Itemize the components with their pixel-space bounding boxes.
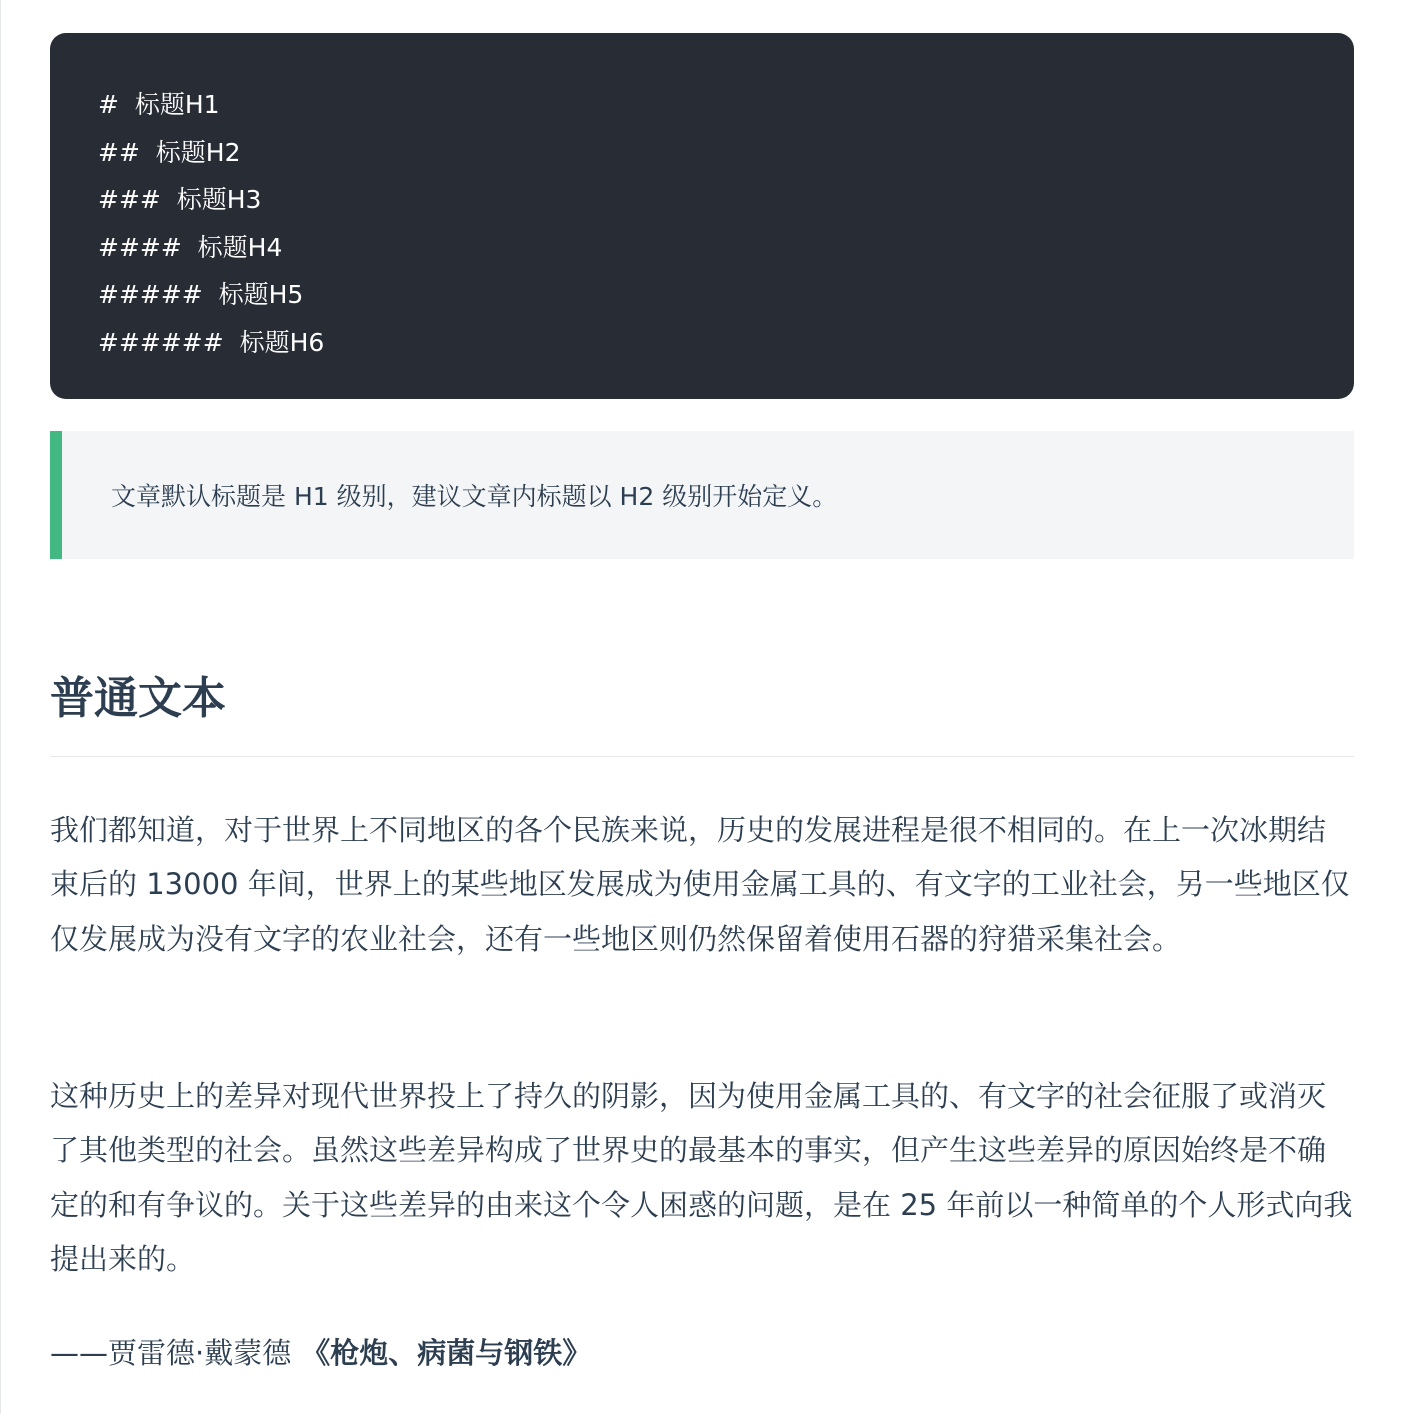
code-block — [50, 33, 1354, 399]
section-heading: 普通文本 — [50, 673, 226, 724]
citation-author: ——贾雷德·戴蒙德 — [50, 1336, 292, 1370]
tip-callout — [50, 431, 1354, 559]
paragraph: 我们都知道，对于世界上不同地区的各个民族来说，历史的发展进程是很不相同的。在上一次冰期结束后的 13000 年间，世界上的某些地区发展成为使用金属工具的、有文字的工业社会，另一些地区仅仅发展成为没有文字的农业社会，还有一些地区则仍然保留着使用石器的狩猎采集社会。 — [50, 813, 1350, 956]
code-line: #### 标题H4 — [98, 232, 283, 262]
heading-divider — [50, 756, 1354, 757]
code-line: ## 标题H2 — [98, 137, 241, 167]
tip-text: 文章默认标题是 H1 级别，建议文章内标题以 H2 级别开始定义。 — [111, 482, 838, 511]
code-line: ##### 标题H5 — [98, 280, 304, 310]
code-line: # 标题H1 — [98, 90, 220, 119]
paragraph: 这种历史上的差异对现代世界投上了持久的阴影，因为使用金属工具的、有文字的社会征服了或消灭了其他类型的社会。虽然这些差异构成了世界史的最基本的事实，但产生这些差异的原因始终是不确定的和有争议的。关于这些差异的由来这个令人困惑的问题，是在 25 年前以一种简单的个人形式向我提出来的。 — [50, 1079, 1353, 1276]
code-line: ### 标题H3 — [98, 185, 262, 215]
citation — [50, 1332, 591, 1374]
article-content — [50, 33, 1354, 1370]
code-line: ###### 标题H6 — [98, 327, 325, 357]
citation-book-title: 《枪炮、病菌与钢铁》 — [301, 1336, 592, 1370]
